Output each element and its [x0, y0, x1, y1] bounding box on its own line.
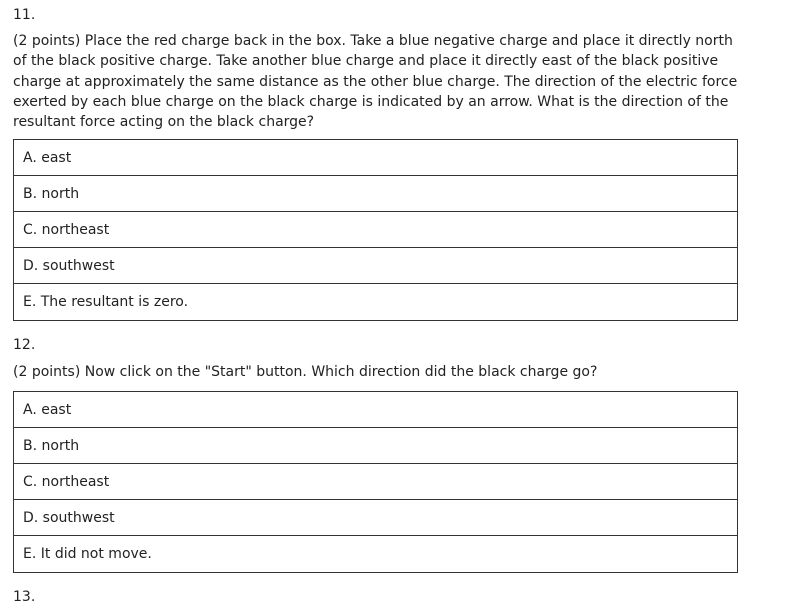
q11-choice-c[interactable]: C. northeast — [14, 212, 737, 248]
q11-choice-e[interactable]: E. The resultant is zero. — [23, 294, 189, 310]
q11-choice-a[interactable]: A. east — [14, 140, 737, 176]
q12-choice-a[interactable]: A. east — [14, 392, 737, 428]
q12-choice-d[interactable]: D. southwest — [14, 500, 737, 536]
q12-choice-c[interactable]: C. northeast — [14, 464, 737, 500]
question-12-number: 12. — [13, 337, 36, 353]
q12-choice-e[interactable]: E. It did not move. — [23, 546, 152, 562]
q11-choice-b[interactable]: B. north — [14, 176, 737, 212]
question-11-choices — [13, 139, 738, 321]
question-12-choices — [13, 391, 738, 573]
q11-choice-d[interactable]: D. southwest — [14, 248, 737, 284]
question-13-number: 13. — [13, 589, 36, 605]
question-11-text: (2 points) Place the red charge back in the box. Take a blue negative charge and place it directly north of the black positive charge. Take another blue charge and place it directly east of the black positive charge at approximately the same distance as the other blue charge. The direction of the electric force exerted by each blue charge on the black charge is indicated by an arrow. What is the direction of the resultant force acting on the black charge? — [13, 33, 738, 131]
question-11-number: 11. — [13, 7, 36, 23]
q12-choice-b[interactable]: B. north — [14, 428, 737, 464]
question-12-text: (2 points) Now click on the "Start" button. Which direction did the black charge go? — [13, 364, 598, 380]
